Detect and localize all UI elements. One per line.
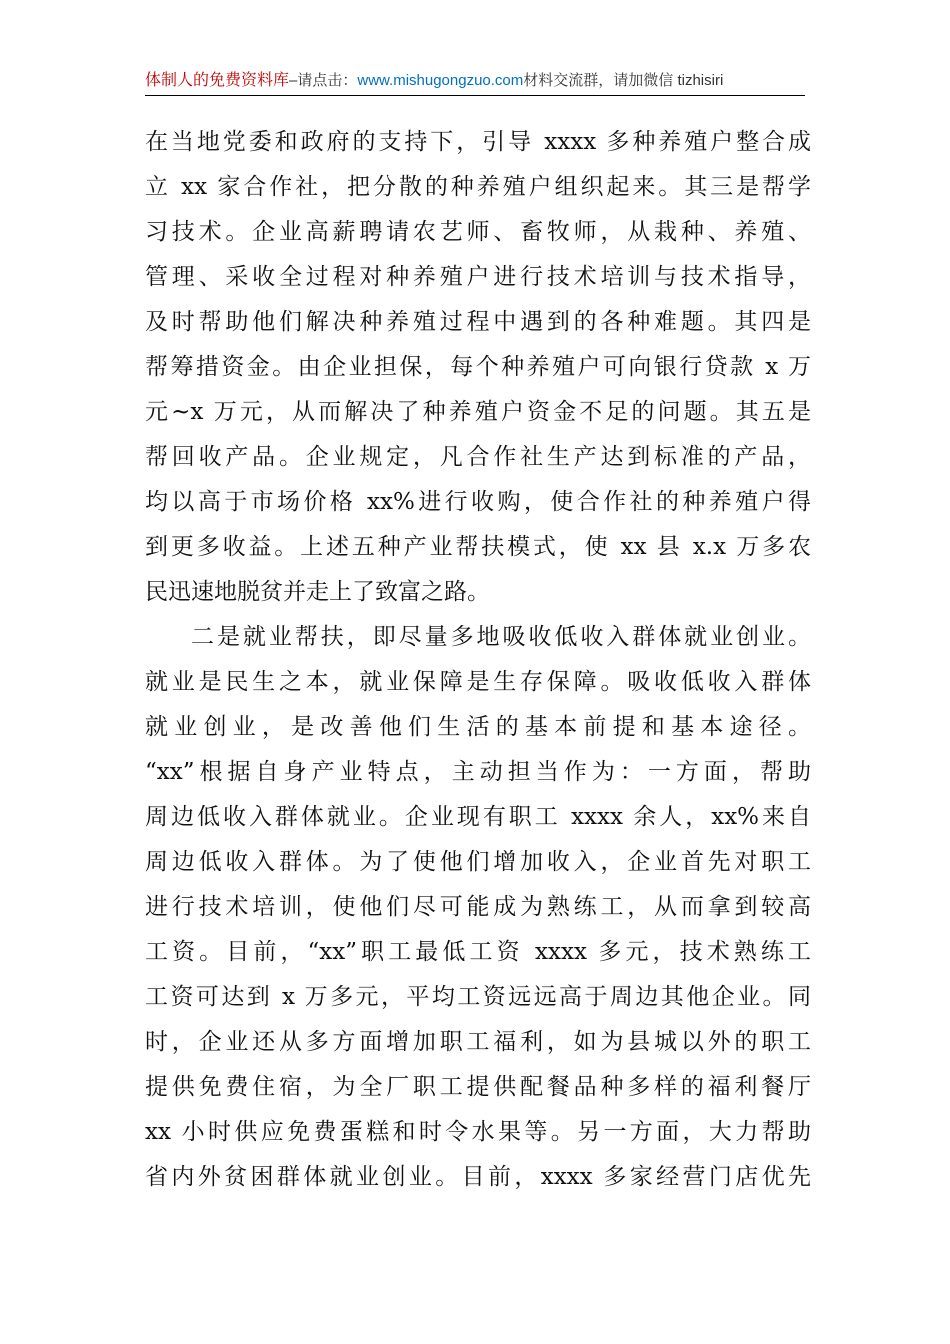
text-line: 周边低收入群体就业。企业现有职工 xxxx 余人，xx%来自 [145,804,811,830]
text-line: 提供免费住宿，为全厂职工提供配餐品种多样的福利餐厅 [145,1074,811,1100]
text-line: 元~x 万元，从而解决了种养殖户资金不足的问题。其五是 [145,399,811,425]
document-body [145,120,811,1200]
text-line: 省内外贫困群体就业创业。目前，xxxx 多家经营门店优先 [145,1164,811,1190]
text-line: 时，企业还从多方面增加职工福利，如为县城以外的职工 [145,1029,811,1055]
text-line: 到更多收益。上述五种产业帮扶模式，使 xx 县 x.x 万多农 [145,534,811,560]
text-line: 立 xx 家合作社，把分散的种养殖户组织起来。其三是帮学 [145,174,811,200]
text-line: 民迅速地脱贫并走上了致富之路。 [145,579,490,605]
text-line: 习技术。企业高薪聘请农艺师、畜牧师，从栽种、养殖、 [145,219,811,245]
text-line: 管理、采收全过程对种养殖户进行技术培训与技术指导， [145,264,811,290]
text-line: 进行技术培训，使他们尽可能成为熟练工，从而拿到较高 [145,894,811,920]
text-line: 周边低收入群体。为了使他们增加收入，企业首先对职工 [145,849,811,875]
text-line: 在当地党委和政府的支持下，引导 xxxx 多种养殖户整合成 [145,129,811,155]
text-line: “xx”根据自身产业特点，主动担当作为：一方面，帮助 [145,759,811,785]
text-line: 就业是民生之本，就业保障是生存保障。吸收低收入群体 [145,669,811,695]
text-line: 及时帮助他们解决种养殖过程中遇到的各种难题。其四是 [145,309,811,335]
header-divider [145,95,805,96]
text-line: 帮回收产品。企业规定，凡合作社生产达到标准的产品， [145,444,811,470]
text-line: 就业创业，是改善他们生活的基本前提和基本途径。 [145,714,811,740]
header-note: 材料交流群，请加微信 tizhisiri [523,72,724,89]
header-brand: 体制人的免费资料库 [145,72,290,89]
text-line: 工资。目前，“xx”职工最低工资 xxxx 多元，技术熟练工 [145,939,811,965]
text-line: 工资可达到 x 万多元，平均工资远远高于周边其他企业。同 [145,984,811,1010]
paragraph [145,120,811,615]
header-url-link[interactable]: www.mishugongzuo.com [357,72,524,89]
text-line: 二是就业帮扶，即尽量多地吸收低收入群体就业创业。 [191,624,811,650]
text-line: xx 小时供应免费蛋糕和时令水果等。另一方面，大力帮助 [145,1119,811,1145]
header-prompt: –请点击： [289,72,358,89]
text-line: 均以高于市场价格 xx%进行收购，使合作社的种养殖户得 [145,489,811,515]
paragraph [145,615,811,1200]
page-header [145,70,805,96]
text-line: 帮筹措资金。由企业担保，每个种养殖户可向银行贷款 x 万 [145,354,811,380]
